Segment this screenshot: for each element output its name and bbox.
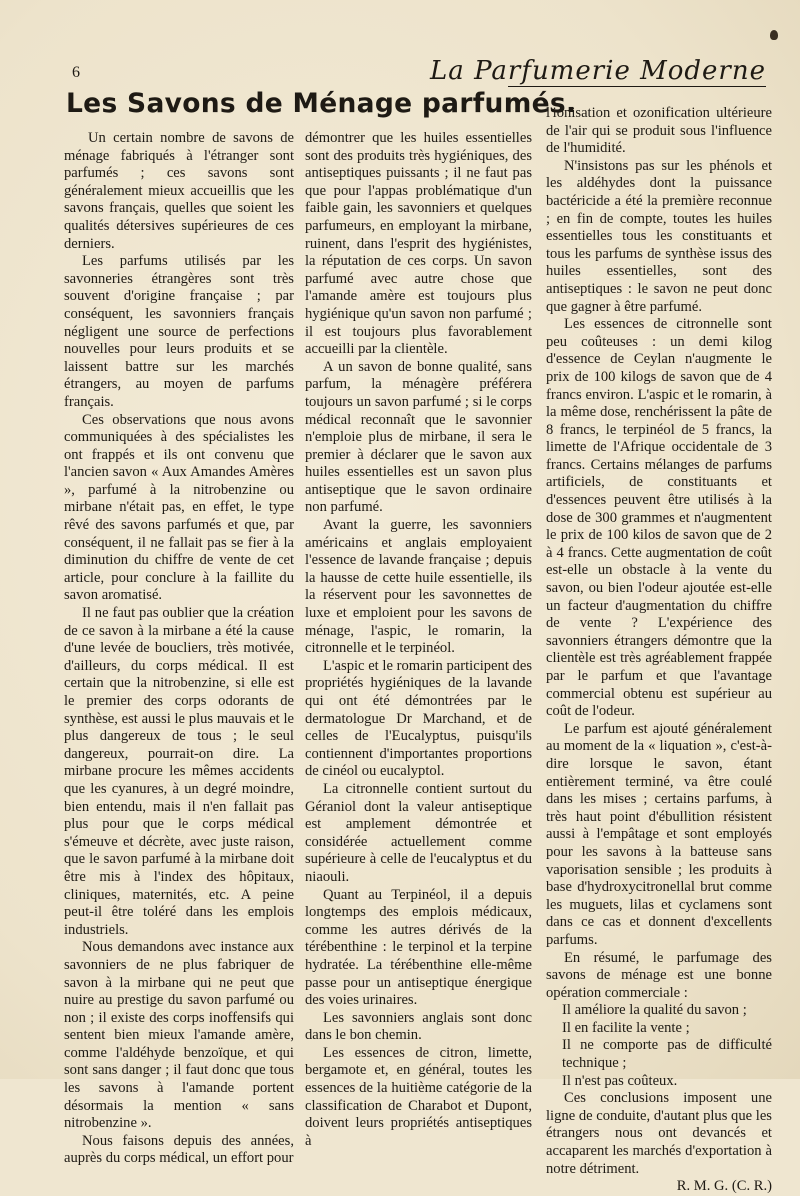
paragraph: Les savonniers anglais sont donc dans le bon chemin.: [305, 1009, 532, 1044]
column-2: [305, 130, 532, 1150]
list-item: Il ne comporte pas de difficulté technique ;: [562, 1037, 772, 1072]
paragraph: L'aspic et le romarin participent des propriétés hygiéniques de la lavande qui ont été démontrées par le dermatologue Dr Marchand, et de celles de l'Eucalyptus, puisqu'ils contiennent d'importantes proportions de cinéol ou eucalyptol.: [305, 657, 532, 780]
paragraph: La citronnelle contient surtout du Géraniol dont la valeur antiseptique est amplement démontrée et considérée actuellement comme supérieure à celle de l'eucalyptus et du niaouli.: [305, 780, 532, 885]
paragraph: démontrer que les huiles essentielles sont des produits très hygiéniques, des antiseptiques puissants ; il ne faut pas que pour l'appas problématique d'un faible gain, les savonniers et quelques parfumeurs, en employant la mirbane, ruinent, dans l'esprit des hygiénistes, la réputation de ces corps. Un savon parfumé avec autre chose que l'amande amère est toujours plus hygiénique qu'un savon non parfumé ; il est toujours plus favorablement accueilli par la clientèle.: [305, 130, 532, 358]
paragraph: Nous demandons avec instance aux savonniers de ne plus fabriquer de savon à la mirbane qui ne peut que nuire au prestige du savon parfumé ou non ; il existe des corps inoffensifs qui sentent bien mieux l'amande amère, comme l'aldéhyde benzoïque, et qui sont sans danger ; il faut donc que tous les savons à l'amande portent désormais la mention « sans nitrobenzine ».: [64, 939, 294, 1132]
paragraph: Le parfum est ajouté généralement au moment de la « liquation », c'est-à-dire lorsque le savon, étant entièrement terminé, va être coulé dans les mises ; certains parfums, à très haut point d'ébullition résistent aussi à l'empâtage et sont employés pour les savons à la batteuse sans vaporisation sensible ; les produits à base d'hydroxycitronellal brut comme les muguets, lilas et cyclamens sont dans ce cas et donnent d'excellents parfums.: [546, 720, 772, 948]
masthead-rule: [508, 86, 766, 87]
paragraph: Un certain nombre de savons de ménage fabriqués à l'étranger sont parfumés ; ces savons sont généralement mieux accueillis que les savons français, quelles que soient les qualités détersives supérieures de ces derniers.: [64, 130, 294, 252]
article-title: Les Savons de Ménage parfumés.: [66, 88, 577, 119]
paragraph: Les parfums utilisés par les savonneries étrangères sont très souvent d'origine française ; par conséquent, les savonniers français négligent une source de perfections nouvelles pour leurs produits et se laissent battre sur les marchés étrangers, au moyen de parfums français.: [64, 253, 294, 410]
list-item: Il n'est pas coûteux.: [562, 1072, 678, 1089]
signature: R. M. G. (C. R.): [676, 1178, 772, 1195]
paragraph: Ces observations que nous avons communiquées à des spécialistes les ont frappés et ils ont convenu que l'ancien savon « Aux Amandes Amères », parfumé à la nitrobenzine ou mirbane n'était pas, en effet, le type rêvé des savons parfumés et que, par conséquent, il ne fallait pas se fier à la diminution du chiffre de vente de cet article, pour conclure à la faillite du savon aromatisé.: [64, 411, 294, 604]
list-item: Il améliore la qualité du savon ;: [562, 1002, 747, 1019]
signature-line: [546, 1178, 772, 1196]
paragraph: Quant au Terpinéol, il a depuis longtemps des emplois médicaux, comme les autres dérivés de la térébenthine : le terpinol et la terpine hydratée. La térébenthine elle-même passe pour un antiseptique énergique des voies urinaires.: [305, 886, 532, 1009]
column-1: [64, 130, 294, 1168]
paragraph: A un savon de bonne qualité, sans parfum, la ménagère préférera toujours un savon parfumé ; si le corps médical reconnaît que le savonnier n'emploie plus de mirbane, il sera le premier à déclarer que le savon aux huiles essentielles est un savon plus antiseptique que le savon ordinaire non parfumé.: [305, 358, 532, 516]
column-3: [546, 105, 772, 1196]
paragraph: En résumé, le parfumage des savons de ménage est une bonne opération commerciale :: [546, 949, 772, 1001]
paragraph: N'insistons pas sur les phénols et les aldéhydes dont la puissance bactéricide a été la première reconnue ; en fin de compte, toutes les huiles essentielles tous les constituants et tous les parfums de synthèse issus des huiles essentielles, sont des antiseptiques : le savon ne peut donc que gagner à être parfumé.: [546, 157, 772, 315]
paragraph: Les essences de citronnelle sont peu coûteuses : un demi kilog d'essence de Ceylan n'augmente le prix de 100 kilogs de savon que de 4 francs environ. L'aspic et le romarin, à la même dose, renchérissent la pâte de 8 francs, le terpinéol de 5 francs, la limette de l'Afrique occidentale de 3 francs. Certains mélanges de parfums artificiels, de constituants et d'essences peuvent être utilisés à la dose de 300 grammes et n'augmentent le prix de 100 kilos de savon que de 2 à 4 francs. Cette augmentation de coût est-elle un obstacle à la vente du savon, ou bien l'odeur ajoutée est-elle un facteur d'augmentation du chiffre de vente ? L'expérience des savonniers étrangers démontre que la clientèle est très agréablement frappée par le parfum et que l'avantage commercial obtenu est supérieur au coût de l'odeur.: [546, 316, 772, 720]
paragraph: Avant la guerre, les savonniers américains et anglais employaient l'essence de lavande française ; depuis la hausse de cette huile essentielle, ils la réservent pour les savonnettes de luxe et emploient pour les savons de ménage, l'aspic, le romarin, la citronnelle et le terpinéol.: [305, 517, 532, 657]
list-item: Il en facilite la vente ;: [562, 1019, 690, 1036]
journal-masthead: La Parfumerie Moderne: [430, 56, 766, 86]
conclusion-paragraph: Ces conclusions imposent une ligne de conduite, d'autant plus que les étrangers nous ont devancés et accaparent les marchés d'exportation à notre détriment.: [546, 1090, 772, 1177]
paragraph: Il ne faut pas oublier que la création de ce savon à la mirbane a été la cause d'une levée de boucliers, très motivée, d'ailleurs, du corps médical. Il est certain que la nitrobenzine, si elle est le premier des corps odorants de synthèse, est aussi le plus mauvais et le plus dangereux de tous ; le seul dangereux, pourrait-on dire. La mirbane procure les mêmes accidents que les cyanures, à un degré moindre, bien entendu, mais il n'en fallait pas plus pour que le corps médical s'émeuve et décrète, avec juste raison, que le savon parfumé à la mirbane doit être mis à l'index des hôpitaux, cliniques, maternités, etc. A peine peut-il être toléré dans les emplois industriels.: [64, 605, 294, 938]
paragraph: Les essences de citron, limette, bergamote et, en général, toutes les essences de la huitième catégorie de la classification de Charabot et Dupont, doivent leurs propriétés antiseptiques à: [305, 1044, 532, 1149]
paragraph: l'ionisation et ozonification ultérieure de l'air qui se produit sous l'influence de l'humidité.: [546, 105, 772, 157]
paragraph: Nous faisons depuis des années, auprès du corps médical, un effort pour: [64, 1132, 294, 1167]
ink-blot-mark: [770, 30, 778, 40]
page-number: 6: [72, 64, 80, 81]
